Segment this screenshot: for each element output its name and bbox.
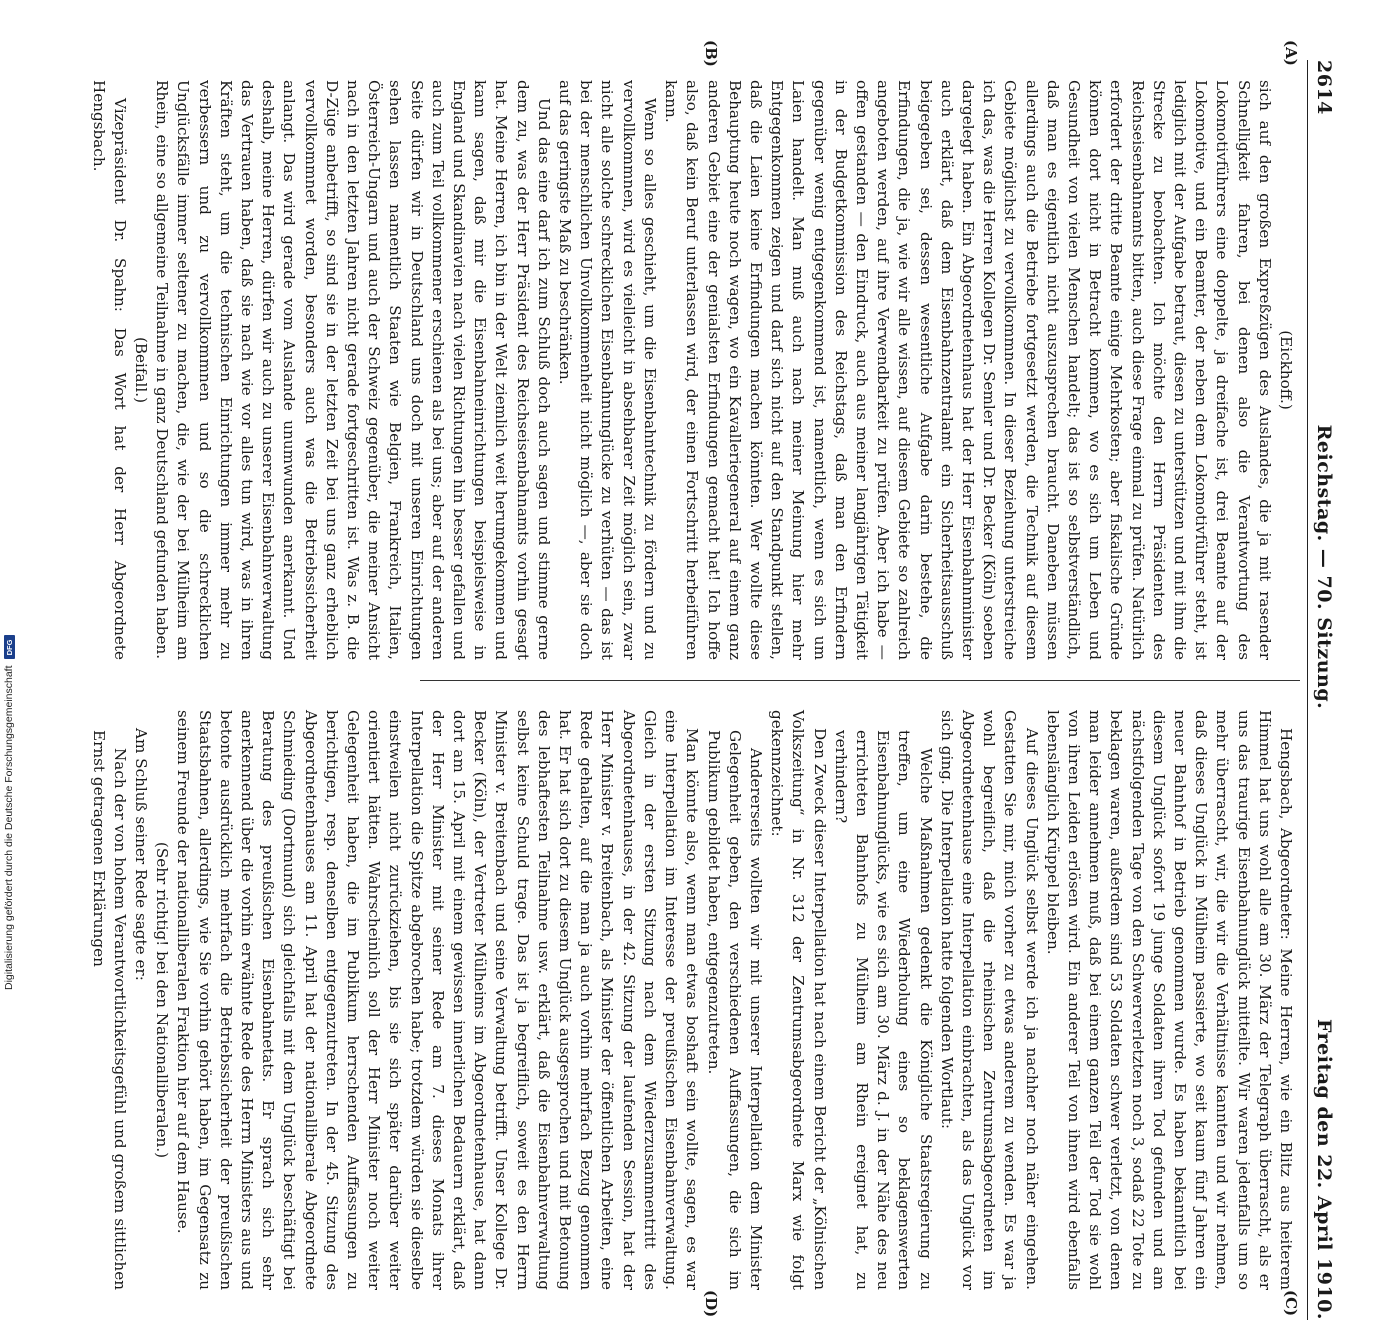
margin-mark-d: (D) xyxy=(702,1290,720,1318)
quote-closing: Nach der von hohem Verantwortlichkeitsgefühl und großem sittlichen Ernst getragenen Erklärungen xyxy=(89,730,129,1290)
left-paragraph-4: Vizepräsident Dr. Spahn: Das Wort hat der Herr Abgeordnete Hengsbach. xyxy=(89,80,129,660)
digitization-credit xyxy=(2,550,16,990)
document-page xyxy=(40,40,1340,1320)
column-divider xyxy=(420,680,1300,681)
right-paragraph-1: Hengsbach, Abgeordneter: Meine Herren, wie ein Blitz aus heiterem Himmel hat uns wohl alle am 30. März der Telegraph überrascht, als er uns das traurige Eisenbahnunglück mitteilte. Wir waren jedenfalls um so mehr überrascht, wir, die wir die Verhältnisse kannten und wir nehmen, daß dieses Unglück in Mülheim passierte, wo seit kaum fünf Jahren ein neuer Bahnhof in Betrieb genommen wurde. Es haben bekanntlich bei diesem Unglück sofort 19 junge Soldaten ihren Tod gefunden und am nächstfolgenden Tage von den Schwerverletzten noch 3, sodaß 22 Tote zu beklagen waren, außerdem sind 53 Soldaten schwer verletzt, von denen man leider annehmen muß, daß bei einem ganzen Teil der Tod sie wohl von ihren Leiden erlösen wird. Ein anderer Teil von ihnen wird ebenfalls lebenslänglich Krüppel bleiben. xyxy=(1043,710,1295,1290)
right-column xyxy=(89,710,1296,1290)
right-paragraph-2: Auf dieses Unglück selbst werde ich ja nachher noch näher eingehen. Gestatten Sie mir, mich vorher zu etwas anderem zu wenden. Es war ja wohl begreiflich, daß die rheinischen Zentrumsabgeordneten im Abgeordnetenhause eine Interpellation einbrachten, als das Unglück vor sich ging. Die Interpellation hatte folgenden Wortlaut: xyxy=(937,710,1041,1290)
quote-interpellation: Welche Maßnahmen gedenkt die Königliche Staatsregierung zu treffen, um eine Wiederholung eines so beklagenswerten Eisenbahnunglücks, wie es sich am 30. März d. J. in der Nähe des neu errichteten Bahnhofs zu Mülheim am Rhein ereignet hat, zu verhindern? xyxy=(831,730,935,1290)
margin-mark-b: (B) xyxy=(702,40,720,67)
interjection-note: (Sehr richtig! bei den Nationalliberalen.) xyxy=(153,841,172,1159)
right-paragraph-4: Man könnte also, wenn man etwas boshaft sein wollte, sagen, es war eine Interpellation im Interesse der preußischen Eisenbahnverwaltung. Gleich in der ersten Sitzung nach dem Wiederzusammentritt des Abgeordnetenhauses, in der 42. Sitzung der laufenden Session, hat der Herr Minister v. Breitenbach, als Minister der öffentlichen Arbeiten, eine Rede gehalten, auf die man ja auch vorhin mehrfach Bezug genommen hat. Er hat sich dort zu diesem Unglück ausgesprochen und mit Betonung des lebhaftesten Teilnahme usw. erklärt, daß die Eisenbahnverwaltung selbst keine Schuld trage. Das ist ja begreiflich, soweit es den Herrn Minister v. Breitenbach und seine Verwaltung betrifft. Unser Kollege Dr. Becker (Köln), der Vertreter Mülheims im Abgeordnetenhause, hat dann dort am 15. April mit einem gewissen innerlichen Bedauern erklärt, daß der Herr Minister mit seiner Rede am 7. dieses Monats ihrer Interpellation die Spitze abgebrochen habe; trotzdem würden sie dieselbe einstweilen nicht zurückziehen, bis sie sich später darüber weiter orientiert hätten. Wahrscheinlich soll der Herr Minister noch weiter Gelegenheit haben, die im Publikum herrschenden Auffassungen zu berichtigen, resp. denselben entgegenzutreten. In der 45. Sitzung des Abgeordnetenhauses am 11. April hat der nationalliberale Abgeordnete Schmieding (Dortmund) sich gleichfalls mit dem Unglück beschäftigt bei Beratung des preußischen Eisenbahnetats. Er sprach sich sehr anerkennend über die vorhin erwähnte Rede des Herrn Ministers aus und betonte ausdrücklich mehrfach die Betriebssicherheit der preußischen Staatsbahnen, allerdings, wie Sie vorhin gehört haben, im Gegensatz zu seinem Freunde der nationalliberalen Fraktion hier auf dem Hause. xyxy=(174,710,702,1290)
page-number: 2614 xyxy=(1313,60,1335,115)
left-paragraph-1: sich auf den großen Expreßzügen des Auslandes, die ja mit rasender Schnelligkeit fahren, bei denen also die Verantwortung des Lokomotivführers eine doppelte, ja dreifache ist, drei Beamte auf der Lokomotive, und ein Beamter, der neben dem Lokomotivführer steht, ist lediglich mit der Aufgabe betraut, diesen zu unterstützen und mit ihm die Strecke zu beobachten. Ich möchte den Herrn Präsidenten des Reichseisenbahnamts bitten, auch diese Frage einmal zu prüfen. Natürlich erfordert der dritte Beamte einige Mehrkosten; aber fiskalische Gründe können dort nicht in Betracht kommen, wo es sich um Leben und Gesundheit von vielen Menschen handelt; das ist so selbstverständlich, daß man es eigentlich nicht auszusprechen braucht. Daneben müssen allerdings auch die Betriebe fortgesetzt werden, die Technik auf diesem Gebiete möglichst zu vervollkommnen. In dieser Beziehung unterstreiche ich das, was die Herren Kollegen Dr. Semler und Dr. Becker (Köln) soeben dargelegt haben. Ein Abgeordnetenhaus hat der Herr Eisenbahnminister auch erklärt, daß dem Eisenbahnzentralamt ein Sicherheitsausschuß beigegeben sei, dessen wesentliche Aufgabe darin bestehe, die Erfindungen, die ja, wie wir alle wissen, auf diesem Gebiete so zahlreich angeboten werden, auf ihre Verwendbarkeit zu prüfen. Aber ich habe — offen gestanden — den Eindruck, auch aus meiner langjährigen Tätigkeit in der Budgetkommission des Reichstags, daß man den Erfindern gegenüber wenig entgegenkommend ist, namentlich, wenn es sich um Laien handelt. Man muß auch nach meiner Meinung hier mehr Entgegenkommen zeigen und darf sich nicht auf den Standpunkt stellen, daß die Laien keine Erfindungen machen könnten. Wer wollte diese Behauptung heute noch wagen, wo ein Kavalleriegeneral auf einem ganz anderen Gebiet eine der genialsten Erfindungen gemacht hat! Ich hoffe also, daß kein Beruf unterlassen wird, der einen Fortschritt herbeiführen kann. xyxy=(662,80,1274,660)
left-paragraph-2: Wenn so alles geschieht, um die Eisenbahntechnik zu fördern und zu vervollkommnen, wird es vielleicht in absehbarer Zeit möglich sein, zwar nicht alle solche schrecklichen Eisenbahnunglücke zu verhüten — das ist bei der menschlichen Unvollkommenheit nicht möglich —, aber sie doch auf das geringste Maß zu beschränken. xyxy=(556,80,659,660)
quote-marx: Andererseits wollten wir mit unserer Interpellation dem Minister Gelegenheit geben, den verschiedenen Auffassungen, die sich im Publikum gebildet haben, entgegenzutreten. xyxy=(704,730,765,1290)
margin-mark-c: (C) xyxy=(1282,1290,1300,1317)
margin-mark-a: (A) xyxy=(1282,40,1300,66)
right-paragraph-3: Den Zweck dieser Interpellation hat nach einem Bericht der „Kölnischen Volkszeitung“ in Nr. 312 der Zentrumsabgeordnete Marx wie folgt gekennzeichnet: xyxy=(768,710,829,1290)
credit-text: Digitalisierung gefördert durch die Deutsche Forschungsgemeinschaft xyxy=(3,665,15,990)
page-header xyxy=(1307,60,1340,1320)
header-date: Freitag den 22. April 1910. xyxy=(1313,1018,1335,1320)
header-title: Reichstag. — 70. Sitzung. xyxy=(1313,424,1335,710)
left-column xyxy=(89,80,1296,660)
speaker-tag: (Eickhoff.) xyxy=(1277,330,1295,410)
dfg-logo: DFG xyxy=(4,635,15,659)
applause-note: (Beifall.) xyxy=(132,336,151,404)
left-paragraph-3: Und das eine darf ich zum Schluß doch auch sagen und stimme gerne dem zu, was der Herr Präsident des Reichseisenbahnamts vorhin gesagt hat. Meine Herren, ich bin in der Welt ziemlich weit herumgekommen und kann sagen, daß mir die Eisenbahneinrichtungen beispielsweise in England und Skandinavien nach vielen Richtungen hin besser gefallen und auch zum Teil vollkommener erschienen als bei uns; aber auf der anderen Seite dürfen wir in Deutschland uns doch mit unseren Einrichtungen sehen lassen namentlich Staaten wie Belgien, Frankreich, Italien, Österreich-Ungarn und auch der Schweiz gegenüber, die meiner Ansicht nach in den letzten Jahren nicht gerade fortgeschritten ist. Was z. B. die D-Züge anbetrifft, so sind sie in der letzten Zeit bei uns ganz erheblich vervollkommnet worden, besonders auch was die Betriebssicherheit anlangt. Das wird gerade vom Auslande unumwunden anerkannt. Und deshalb, meine Herren, dürfen wir auch zu unserer Eisenbahnverwaltung das Vertrauen haben, daß sie nach wie vor alles tun wird, was in ihren Kräften steht, um die technischen Einrichtungen immer mehr zu verbessern und zu vervollkommnen und so die schrecklichen Unglücksfälle immer seltener zu machen, die, wie der bei Mülheim am Rhein, eine so allgemeine Teilnahme in ganz Deutschland gefunden haben. xyxy=(153,80,553,660)
right-paragraph-5: Am Schluß seiner Rede sagte er: xyxy=(132,728,151,981)
